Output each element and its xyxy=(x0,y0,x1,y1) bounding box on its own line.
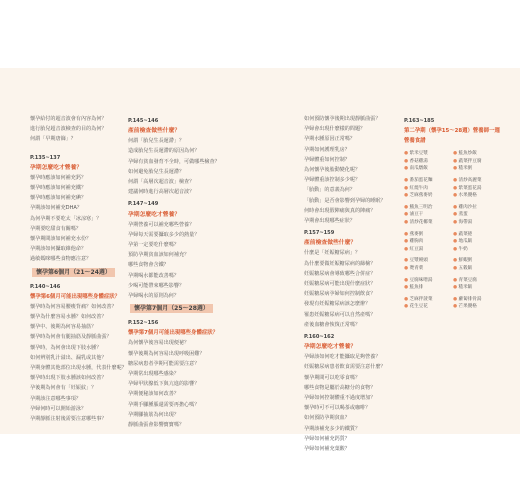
column-4 xyxy=(404,114,500,311)
recipe-item xyxy=(404,231,451,239)
recipe-label: 紅燒牛肉 xyxy=(409,185,428,191)
bullet-icon: ● xyxy=(453,185,459,191)
question-item: 懷孕給付的超音波會有內容為何？ xyxy=(30,116,107,122)
question-item: 孕期水腫原因正常嗎？ xyxy=(304,136,355,143)
recipe-item xyxy=(404,284,451,292)
question-item: 懷孕期間該如何補充水份？ xyxy=(30,236,92,243)
recipe-label: 燕麥粥 xyxy=(409,231,424,237)
bullet-icon: ● xyxy=(404,158,410,164)
question-item: 發現有妊娠糖尿病該怎麼辦？ xyxy=(304,301,371,308)
question-item: 孕後期為何會有「妊娠紋」？ xyxy=(30,385,97,392)
recipe-label: 花生豆花 xyxy=(409,304,428,310)
question-item: 孕婦有貧血發育不全時，可做哪些檢查？ xyxy=(128,158,220,165)
question-item: 懷孕期間可以吃零食嗎？ xyxy=(304,374,361,381)
question-item: 何謂「高層次超音波」檢查？ xyxy=(128,179,195,186)
question-item: 孕期身體其他部位出現水腫，代表什麼呢？ xyxy=(30,365,127,372)
column-1 xyxy=(30,114,128,424)
recipe-group xyxy=(404,150,500,173)
recipe-item xyxy=(453,211,500,219)
question-item: 妊娠糖尿病會導致哪些合併症？ xyxy=(304,270,376,277)
recipe-item xyxy=(404,238,451,246)
question-list xyxy=(128,338,228,430)
question-item: 妊娠糖尿病患者飲食需要注意什麼？ xyxy=(304,364,386,371)
question-item: 孕婦會出現什麼樣的問題？ xyxy=(304,126,366,133)
bullet-icon: ● xyxy=(453,246,459,252)
recipe-label: 地瓜飯 xyxy=(458,239,473,245)
recipe-item xyxy=(453,296,500,304)
question-item: 懷孕時應該如何補充鈣？ xyxy=(30,174,87,181)
bullet-icon: ● xyxy=(453,231,459,237)
month-band: 懷孕第7個月（25～28週） xyxy=(130,304,213,313)
bullet-icon: ● xyxy=(404,258,410,264)
recipe-item xyxy=(404,177,451,185)
question-list xyxy=(30,173,128,265)
bullet-icon: ● xyxy=(453,177,459,183)
bullet-icon: ● xyxy=(404,239,410,245)
recipe-item xyxy=(404,211,451,219)
question-item: 為何懷孕後胎動變化呢？ xyxy=(304,167,361,174)
recipe-label: 芒果優格 xyxy=(458,304,477,310)
recipe-item xyxy=(453,265,500,273)
question-item: 預防孕期貧血該如何補充？ xyxy=(128,252,190,259)
question-item: 建議何時進行高層次超音波？ xyxy=(128,189,195,196)
bullet-icon: ● xyxy=(404,185,410,191)
question-item: 孕期便秘該如何改善？ xyxy=(128,391,179,398)
recipe-item xyxy=(404,277,451,285)
question-item: 孕第一定要吃什麼嗎？ xyxy=(128,242,179,249)
recipe-label: 芝麻拌菠菜 xyxy=(409,296,433,302)
recipe-item xyxy=(404,192,451,200)
recipe-label: 蘿蔔排骨湯 xyxy=(458,296,482,302)
recipe-label: 燙青菜 xyxy=(409,265,424,271)
question-item: 孕期如何護理乳房？ xyxy=(304,146,350,153)
recipe-label: 南瓜燉飯 xyxy=(409,166,428,172)
question-item: 孕期喝水都能改善嗎？ xyxy=(128,272,179,279)
question-item: 懷孕時為何會有腿抽筋及靜脈曲張？ xyxy=(30,334,112,341)
recipe-item xyxy=(404,265,451,273)
recipe-group xyxy=(404,277,500,292)
recipe-label: 鮭魚排 xyxy=(409,285,424,291)
recipe-label: 紫菜蛋花湯 xyxy=(458,185,482,191)
page-ref: P.147~149 xyxy=(128,201,159,208)
question-item: 過敏媽咪哪些食物應注意？ xyxy=(30,256,92,263)
recipe-label: 蔬菜捲 xyxy=(458,231,473,237)
bullet-icon: ● xyxy=(453,193,459,199)
question-item: 糖尿病患者孕期可能需要注意？ xyxy=(128,360,200,367)
bullet-icon: ● xyxy=(404,304,410,310)
bullet-icon: ● xyxy=(453,239,459,245)
recipe-item xyxy=(404,158,451,166)
recipe-label: 紅豆湯 xyxy=(409,246,424,252)
bullet-icon: ● xyxy=(404,231,410,237)
recipe-label: 五穀飯 xyxy=(458,265,473,271)
question-item: 孕婦喝水的原則為何？ xyxy=(128,293,179,300)
question-item: 為什麼要做妊娠糖尿病的篩檢？ xyxy=(304,260,376,267)
question-item: 孕期要吃甜食有關嗎？ xyxy=(30,225,81,232)
recipe-item xyxy=(453,158,500,166)
recipe-item xyxy=(453,284,500,292)
question-item: 孕婦甲狀腺低下與亢進的影響？ xyxy=(128,381,200,388)
page-ref: P.160~162 xyxy=(304,334,335,341)
recipe-group xyxy=(404,231,500,254)
question-item: 靜脈曲張會影響寶寶嗎？ xyxy=(128,422,185,429)
question-item: 懷孕時應該如何補充碘？ xyxy=(30,195,87,202)
recipe-item xyxy=(404,150,451,158)
section-title: 懷孕第7個月可能出現哪些身體症狀？ xyxy=(128,330,219,337)
question-item: 如何避免胎兒生長遲滯？ xyxy=(128,168,185,175)
question-item: 如何辨別乳汁溢出、漏乳或其他？ xyxy=(30,354,107,361)
section-title: 第二孕期（懷孕15～28週）營養師一週營養食譜 xyxy=(404,128,500,145)
recipe-label: 青菜豆腐 xyxy=(458,277,477,283)
recipe-label: 豆腐味噌湯 xyxy=(409,277,433,283)
section-title: 孕期怎麼吃才營養？ xyxy=(304,344,357,351)
section-title: 孕期怎麼吃才營養？ xyxy=(30,164,83,171)
recipe-label: 牛奶 xyxy=(458,246,468,252)
recipe-item xyxy=(453,192,500,200)
bullet-icon: ● xyxy=(404,285,410,291)
section-title: 懷孕第6個月可能出現哪些身體症狀？ xyxy=(30,293,121,300)
question-item: 孕期靜脈注射後需要注意哪些事？ xyxy=(30,416,107,423)
bullet-icon: ● xyxy=(453,204,459,210)
section-title: 產前檢查做些什麼？ xyxy=(128,128,181,135)
question-item: 孕婦如何補充葉酸？ xyxy=(304,446,350,453)
recipe-item xyxy=(404,246,451,254)
recipe-label: 鮮蝦粥 xyxy=(458,258,473,264)
bullet-icon: ● xyxy=(404,265,410,271)
question-item: 產後血糖會恢復正常嗎？ xyxy=(304,321,361,328)
recipe-label: 糙米粥 xyxy=(458,166,473,172)
question-item: 妊娠糖尿病可能出現什麼症狀？ xyxy=(304,281,376,288)
recipe-item xyxy=(453,231,500,239)
question-item: 如何預防孕期貧血？ xyxy=(304,415,350,422)
recipe-item xyxy=(404,204,451,212)
question-item: 孕婦體重如何控制？ xyxy=(304,156,350,163)
bullet-icon: ● xyxy=(404,193,410,199)
question-item: 妊娠糖尿病孕婦如何控制飲食？ xyxy=(304,291,376,298)
bullet-icon: ● xyxy=(404,151,410,157)
recipe-label: 蒸蛋 xyxy=(458,212,468,218)
bullet-icon: ● xyxy=(404,212,410,218)
recipe-label: 水果優格 xyxy=(458,193,477,199)
recipe-item xyxy=(453,185,500,193)
bullet-icon: ● xyxy=(453,296,459,302)
question-item: 孕期該如何攝取維他命？ xyxy=(30,246,87,253)
recipe-item xyxy=(453,165,500,173)
recipe-label: 雞肉沙拉 xyxy=(458,204,477,210)
question-item: 懷孕中、後期為何容易抽筋？ xyxy=(30,324,97,331)
question-item: 孕期腳抽筋為何出現？ xyxy=(128,411,179,418)
bullet-icon: ● xyxy=(453,258,459,264)
question-item: 哪些食物會含鐵？ xyxy=(128,262,169,269)
page-ref: P.140~146 xyxy=(30,283,61,290)
question-item: 孕期會出現哪些症狀？ xyxy=(304,218,355,225)
question-list xyxy=(128,220,228,302)
bullet-icon: ● xyxy=(453,304,459,310)
question-item: 何謂「胎兒生長遲滯」？ xyxy=(128,138,185,145)
bullet-icon: ● xyxy=(453,158,459,164)
question-item: 為何孕期不要吃太「冰涼寒」？ xyxy=(30,215,102,222)
bullet-icon: ● xyxy=(453,166,459,172)
recipe-label: 紫米豆漿 xyxy=(409,151,428,157)
question-item: 孕期該補充多少的鐵質？ xyxy=(304,425,361,432)
question-item: 孕婦如何補充鈣質？ xyxy=(304,435,350,442)
question-item: 「胎動」是否會影響到孕婦的睡眠？ xyxy=(304,197,386,204)
recipe-item xyxy=(453,246,500,254)
bullet-icon: ● xyxy=(453,212,459,218)
question-list xyxy=(304,114,400,226)
bullet-icon: ● xyxy=(453,277,459,283)
section-title: 產前檢查做些什麼？ xyxy=(304,240,357,247)
bullet-icon: ● xyxy=(453,265,459,271)
recipe-item xyxy=(404,185,451,193)
recipe-label: 清炒花椰菜 xyxy=(409,219,433,225)
question-item: 為何懷孕後容易出現便祕？ xyxy=(128,340,190,347)
bullet-icon: ● xyxy=(404,246,410,252)
recipe-label: 香菇雞湯 xyxy=(409,158,428,164)
question-item: 什麼是「妊娠糖尿病」？ xyxy=(304,250,361,257)
question-item: 何時會出現假陣痛與真的陣痛？ xyxy=(304,207,376,214)
question-item: 「胎動」的意義為何？ xyxy=(304,187,355,194)
question-item: 孕婦體重該控制多少呢？ xyxy=(304,177,361,184)
page-ref: P.157~159 xyxy=(304,230,335,237)
recipe-item xyxy=(453,277,500,285)
question-item: 懷孕時為何容易腰痠背痛？如何改善？ xyxy=(30,303,117,310)
question-list xyxy=(30,114,128,145)
bullet-icon: ● xyxy=(404,166,410,172)
question-list xyxy=(304,248,400,330)
bullet-icon: ● xyxy=(404,177,410,183)
recipe-group xyxy=(404,177,500,200)
question-item: 懷孕為什麼容易水腫？如何改善？ xyxy=(30,314,107,321)
question-item: 懷孕時應該如何補充鐵？ xyxy=(30,185,87,192)
recipe-item xyxy=(453,177,500,185)
recipe-group xyxy=(404,204,500,227)
recipe-item xyxy=(453,204,500,212)
recipe-group xyxy=(404,296,500,311)
recipe-label: 豆漿饅頭 xyxy=(409,258,428,264)
recipe-item xyxy=(404,303,451,311)
question-item: 造成胎兒生長遲滯的原因為何？ xyxy=(128,148,200,155)
question-item: 孕期常出現哪些感染？ xyxy=(128,371,179,378)
month-band: 懷孕第6個月（21～24週） xyxy=(32,268,115,277)
page-ref: P.145~146 xyxy=(128,118,159,124)
question-item: 哪些食物是屬於高糖分的食物？ xyxy=(304,384,376,391)
recipe-item xyxy=(453,303,500,311)
recipe-label: 芝麻燕麥奶 xyxy=(409,193,433,199)
question-item: 孕婦何時可以開始游泳？ xyxy=(30,405,87,412)
question-item: 孕婦如何控制體重不過度增加？ xyxy=(304,395,376,402)
bullet-icon: ● xyxy=(453,151,459,157)
page-ref: P.152~156 xyxy=(128,320,159,327)
recipe-label: 雞胸肉 xyxy=(409,239,424,245)
recipe-label: 清炒高麗菜 xyxy=(458,177,482,183)
recipe-label: 糙米飯 xyxy=(458,285,473,291)
recipe-label: 滷豆干 xyxy=(409,212,424,218)
question-item: 懷孕時出現下肢水腫該如何改善？ xyxy=(30,375,107,382)
recipe-label: 海帶湯 xyxy=(458,219,473,225)
bullet-icon: ● xyxy=(453,285,459,291)
question-item: 懷孕時，為何會出現下肢水腫？ xyxy=(30,344,102,351)
recipe-label: 番茄蛋花麵 xyxy=(409,177,433,183)
recipe-label: 蔬菜拌豆腐 xyxy=(458,158,482,164)
bullet-icon: ● xyxy=(404,296,410,302)
bullet-icon: ● xyxy=(453,219,459,225)
page-ref: P.135~137 xyxy=(30,154,61,161)
recipe-item xyxy=(404,296,451,304)
question-item: 孕婦每天需要攝取多少的熱量？ xyxy=(128,231,200,238)
question-item: 何謂「早期唐篩」？ xyxy=(30,136,76,143)
section-title: 孕期怎麼吃才營養？ xyxy=(128,211,181,218)
question-item: 如何預防懷孕後期出現靜脈曲張？ xyxy=(304,116,381,122)
recipe-label: 鮪魚三明治 xyxy=(409,204,433,210)
recipe-groups xyxy=(404,150,500,311)
bullet-icon: ● xyxy=(404,277,410,283)
question-item: 懷孕時可不可以喝茶或咖啡？ xyxy=(304,405,371,412)
recipe-item xyxy=(453,238,500,246)
question-item: 罹患妊娠糖尿病可以自然產嗎？ xyxy=(304,311,376,318)
question-list xyxy=(304,352,400,454)
bullet-icon: ● xyxy=(404,204,410,210)
recipe-item xyxy=(453,257,500,265)
question-list xyxy=(128,136,228,197)
question-item: 孕期營養可以補充哪些營養？ xyxy=(128,221,195,228)
recipe-group xyxy=(404,257,500,272)
question-item: 孕期該注意哪些事項？ xyxy=(30,395,81,402)
recipe-label: 鮭魚炒飯 xyxy=(458,151,477,157)
recipe-item xyxy=(453,150,500,158)
page-ref: P.163~185 xyxy=(404,118,435,124)
question-item: 懷孕後期為何容易出現呼吸困難？ xyxy=(128,350,205,357)
question-item: 孕期該如何補充DHA？ xyxy=(30,205,82,212)
recipe-item xyxy=(453,219,500,227)
question-item: 進行胎兒超音波檢查的目的為何？ xyxy=(30,126,107,133)
recipe-item xyxy=(404,219,451,227)
question-item: 孕期手腳腫脹還需要再擔心嗎？ xyxy=(128,401,200,408)
question-item: 少喝可能帶來哪些影響？ xyxy=(128,282,185,289)
bullet-icon: ● xyxy=(404,219,410,225)
question-list xyxy=(30,302,128,424)
question-item: 孕婦該如何吃才能攝取足夠營養？ xyxy=(304,354,381,361)
column-3 xyxy=(304,114,400,454)
recipe-item xyxy=(404,165,451,173)
column-2 xyxy=(128,114,228,430)
recipe-item xyxy=(404,257,451,265)
